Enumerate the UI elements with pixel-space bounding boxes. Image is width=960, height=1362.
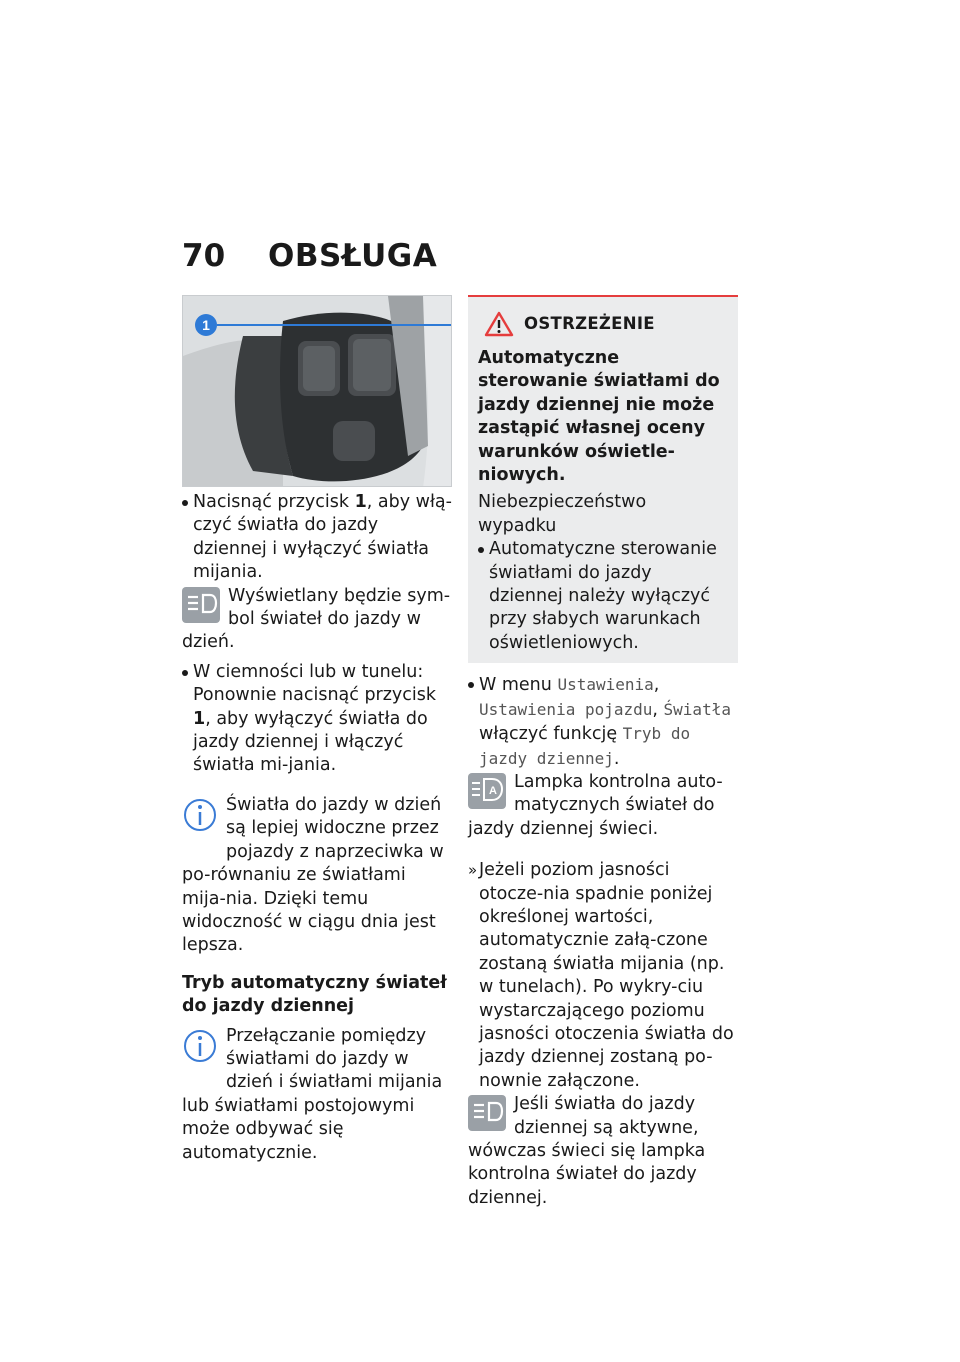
warning-danger-text: Niebezpieczeństwo wypadku bbox=[478, 492, 647, 536]
callout-1: 1 bbox=[195, 314, 217, 336]
bullet2-text-end: , aby wyłączyć światła do jazdy dziennej i włączyć światła mi-jania. bbox=[193, 708, 428, 776]
drl-indicator-icon bbox=[468, 1095, 506, 1138]
info-icon bbox=[182, 1027, 218, 1072]
right-column bbox=[468, 295, 738, 1210]
drl-active-note bbox=[468, 1093, 738, 1210]
menu-item-lights: Światła bbox=[663, 699, 731, 719]
result-arrow-item bbox=[468, 859, 738, 1093]
result-text: Jeżeli poziom jasności otocze-nia spadnie poniżej określonej wartości, automatycznie załą-czone zostaną światła mijania (np. w tunelach). Po wykry-ciu wystarczającego poziomu jasności otoczenia światła do jazdy dziennej zostaną po-nownie załączone. bbox=[479, 860, 734, 1091]
bullet2-text-start: W ciemności lub w tunelu: Ponownie nacisnąć przycisk bbox=[193, 661, 437, 706]
menu-sep2: , bbox=[652, 699, 664, 720]
section-heading: Tryb automatyczny świateł do jazdy dziennej bbox=[182, 972, 447, 1017]
drl-symbol-note bbox=[182, 585, 452, 655]
warning-title bbox=[478, 311, 726, 337]
bullet2-ref: 1 bbox=[193, 708, 206, 729]
warning-triangle-icon bbox=[484, 311, 514, 337]
info-automatic-text: Przełączanie pomiędzy światłami do jazdy w dzień i światłami mijania lub światłami postojowymi może odbywać się automatycznie. bbox=[182, 1025, 443, 1163]
info-visibility-text: Światła do jazdy w dzień są lepiej widoczne przez pojazdy z naprzeciwka w po-równaniu ze światłami mija-nia. Dzięki temu widoczność w ciągu dnia jest lepsza. bbox=[182, 794, 444, 956]
info-note-automatic bbox=[182, 1025, 452, 1165]
result-arrow-icon: » bbox=[468, 861, 478, 880]
warning-bullet bbox=[478, 538, 726, 655]
page-number: 70 bbox=[182, 238, 226, 274]
menu-item-settings: Ustawienia bbox=[557, 675, 654, 695]
bullet-press-button bbox=[182, 491, 452, 585]
svg-text:A: A bbox=[489, 784, 497, 797]
drl-active-text: Jeśli światła do jazdy dziennej są aktywne, wówczas świeci się lampka kontrolna świateł do jazdy dziennej. bbox=[468, 1094, 706, 1208]
warning-title-text: OSTRZEŻENIE bbox=[524, 314, 655, 334]
info-icon bbox=[182, 796, 218, 841]
handlebar-switch-figure bbox=[182, 295, 452, 487]
bullet1-ref: 1 bbox=[354, 492, 367, 512]
drl-indicator-icon bbox=[182, 587, 220, 630]
bullet-tunnel bbox=[182, 661, 452, 778]
menu-text-mid: włączyć funkcję bbox=[479, 724, 623, 745]
menu-item-vehicle-settings: Ustawienia pojazdu bbox=[479, 699, 653, 719]
warning-box bbox=[468, 295, 738, 663]
auto-drl-note bbox=[468, 771, 738, 841]
auto-drl-text: Lampka kontrolna auto-matycznych świateł do jazdy dziennej świeci. bbox=[468, 771, 723, 839]
bullet1-text-start: Nacisnąć przycisk bbox=[193, 492, 355, 512]
warning-bold-text: Automatyczne sterowanie światłami do jazdy dziennej nie może zastąpić własnej oceny warunków oświetle-niowych. bbox=[478, 348, 720, 486]
menu-text-start: W menu bbox=[479, 675, 558, 696]
menu-text-end: . bbox=[613, 748, 620, 769]
page-header bbox=[182, 238, 437, 274]
left-column bbox=[182, 295, 452, 1165]
bullet1-text-end: , aby włą-czyć światła do jazdy dziennej i wyłączyć światła mijania. bbox=[193, 492, 452, 583]
auto-drl-indicator-icon bbox=[468, 773, 506, 816]
menu-item-drl-mode: Tryb do jazdy dziennej bbox=[479, 724, 691, 768]
menu-sep1: , bbox=[653, 675, 660, 696]
drl-symbol-text: Wyświetlany będzie sym-bol świateł do jazdy w dzień. bbox=[182, 585, 451, 653]
callout-line bbox=[217, 324, 452, 326]
bullet-menu-path bbox=[468, 673, 738, 771]
chapter-title: OBSŁUGA bbox=[268, 238, 438, 274]
info-note-visibility bbox=[182, 794, 452, 958]
warning-bullet-text: Automatyczne sterowanie światłami do jazdy dziennej należy wyłączyć przy słabych warunkach oświetleniowych. bbox=[489, 539, 717, 653]
